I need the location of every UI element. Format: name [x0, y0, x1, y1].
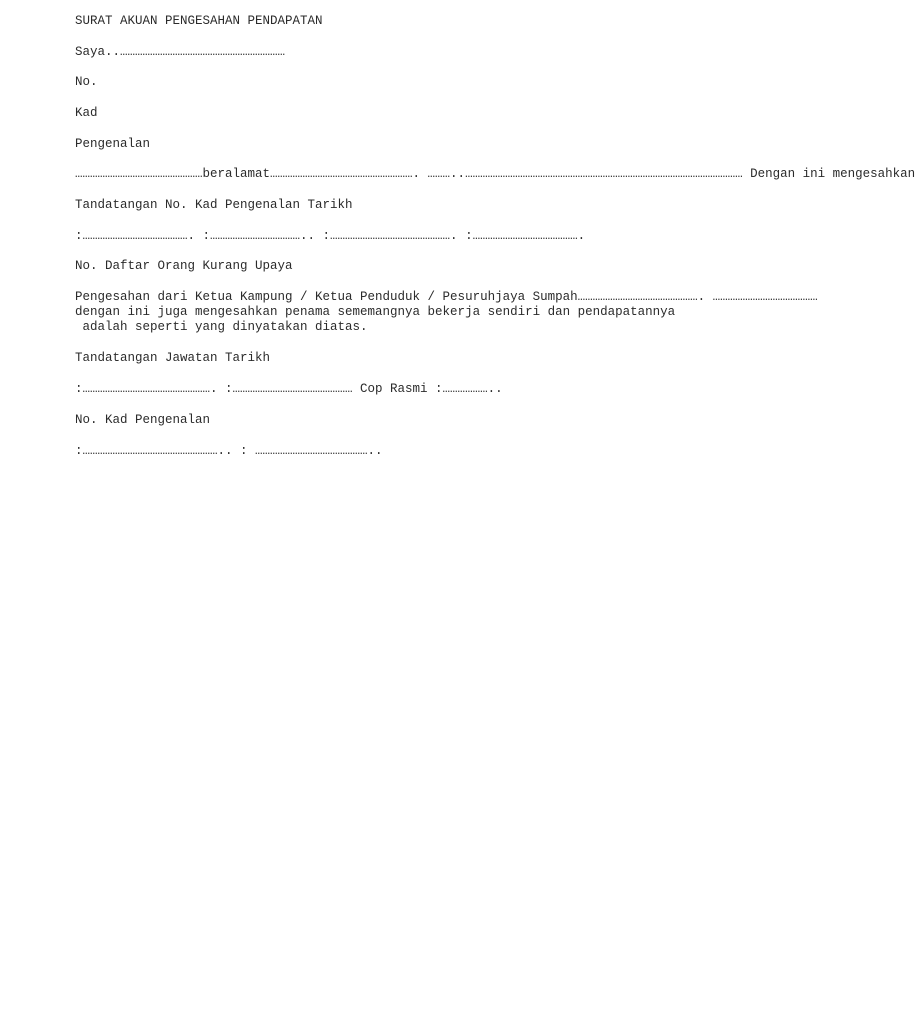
alamat-line: ……………………………………………beralamat…………………………………………………. ………..………………………………………………………………………………………………… Dengan ini mengesahkan: [75, 167, 915, 181]
signature-fields: :……………………………………. :……………………………….. :…………………………………………. :…………………………………….: [75, 229, 586, 243]
pengenalan-line: Pengenalan: [75, 137, 151, 151]
ic-fields: :……………………………………………….. : ………………………………………..: [75, 444, 383, 458]
ic-header: No. Kad Pengenalan: [75, 413, 211, 427]
official-fields: :……………………………………………. :………………………………………… Cop Rasmi :………………..: [75, 382, 503, 396]
pengesahan-line-1: Pengesahan dari Ketua Kampung / Ketua Penduduk / Pesuruhjaya Sumpah…………………………………………. ……………………………………: [75, 290, 818, 304]
pengesahan-line-2: dengan ini juga mengesahkan penama sememangnya bekerja sendiri dan pendapatannya: [75, 305, 676, 319]
official-header: Tandatangan Jawatan Tarikh: [75, 351, 271, 365]
no-line: No.: [75, 75, 98, 89]
signature-header: Tandatangan No. Kad Pengenalan Tarikh: [75, 198, 353, 212]
kad-line: Kad: [75, 106, 98, 120]
daftar-oku-line: No. Daftar Orang Kurang Upaya: [75, 259, 293, 273]
document-title: SURAT AKUAN PENGESAHAN PENDAPATAN: [75, 14, 323, 28]
pengesahan-line-3: adalah seperti yang dinyatakan diatas.: [75, 320, 368, 334]
saya-line: Saya..…………………………………………………………: [75, 45, 286, 59]
